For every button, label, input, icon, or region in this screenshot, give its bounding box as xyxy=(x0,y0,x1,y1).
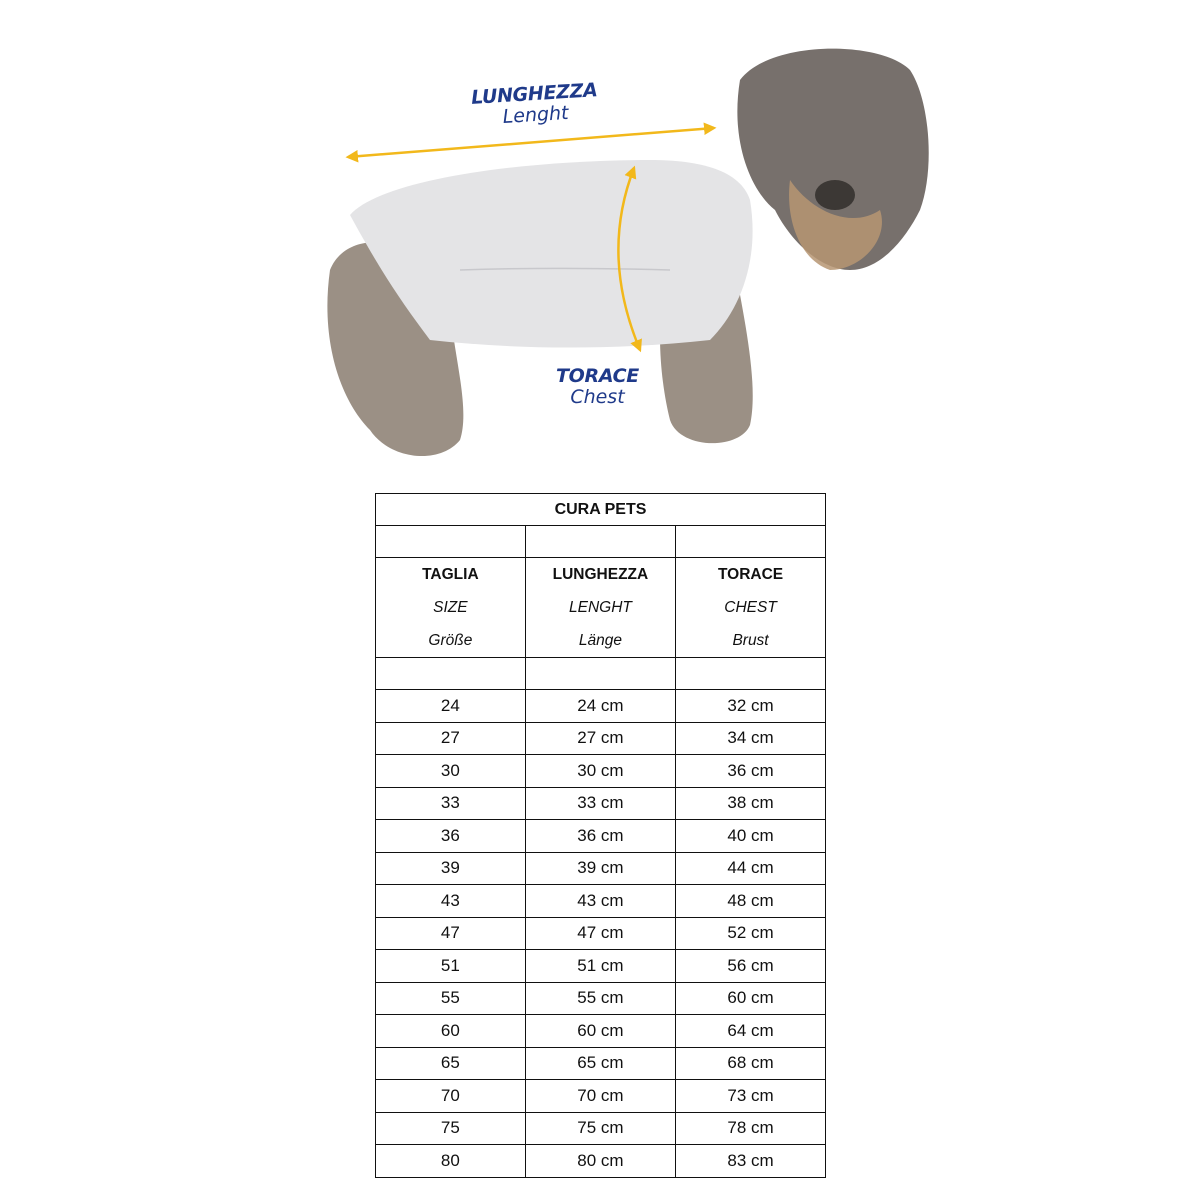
table-row xyxy=(376,885,826,918)
chest-cell: 38 cm xyxy=(676,787,826,820)
chest-cell: 40 cm xyxy=(676,820,826,853)
header-it: TAGLIA xyxy=(422,566,479,583)
chest-cell: 48 cm xyxy=(676,885,826,918)
length-label xyxy=(464,80,606,130)
header-en: LENGHT xyxy=(568,599,632,616)
table-row xyxy=(376,917,826,950)
length-cell: 39 cm xyxy=(525,852,675,885)
length-label-primary: LUNGHEZZA xyxy=(470,79,599,109)
length-label-secondary: Lenght xyxy=(502,101,570,128)
chest-label xyxy=(540,366,655,408)
header-de: Länge xyxy=(578,632,622,649)
empty-row xyxy=(376,658,826,690)
chest-cell: 78 cm xyxy=(676,1112,826,1145)
empty-cell xyxy=(676,658,826,690)
length-cell: 65 cm xyxy=(525,1047,675,1080)
table-row xyxy=(376,820,826,853)
size-cell: 55 xyxy=(376,982,526,1015)
table-row xyxy=(376,982,826,1015)
header-de: Größe xyxy=(428,632,473,649)
table-row xyxy=(376,787,826,820)
length-cell: 51 cm xyxy=(525,950,675,983)
table-row xyxy=(376,1112,826,1145)
table-row xyxy=(376,722,826,755)
header-de: Brust xyxy=(732,632,769,649)
empty-cell xyxy=(376,526,526,558)
length-cell: 24 cm xyxy=(525,690,675,723)
empty-cell xyxy=(376,658,526,690)
chest-cell: 60 cm xyxy=(676,982,826,1015)
length-cell: 33 cm xyxy=(525,787,675,820)
header-it: TORACE xyxy=(717,566,784,583)
size-cell: 70 xyxy=(376,1080,526,1113)
chest-cell: 73 cm xyxy=(676,1080,826,1113)
header-en: CHEST xyxy=(724,599,777,616)
header-en: SIZE xyxy=(433,599,468,616)
empty-cell xyxy=(676,526,826,558)
size-cell: 36 xyxy=(376,820,526,853)
length-cell: 55 cm xyxy=(525,982,675,1015)
length-cell: 27 cm xyxy=(525,722,675,755)
chest-label-primary: TORACE xyxy=(556,365,639,387)
size-cell: 30 xyxy=(376,755,526,788)
title-row xyxy=(376,494,826,526)
size-cell: 75 xyxy=(376,1112,526,1145)
size-cell: 51 xyxy=(376,950,526,983)
size-cell: 80 xyxy=(376,1145,526,1178)
length-cell: 75 cm xyxy=(525,1112,675,1145)
chest-cell: 34 cm xyxy=(676,722,826,755)
chest-cell: 32 cm xyxy=(676,690,826,723)
size-cell: 39 xyxy=(376,852,526,885)
length-cell: 70 cm xyxy=(525,1080,675,1113)
header-length xyxy=(525,558,675,658)
table-row xyxy=(376,1145,826,1178)
chest-cell: 68 cm xyxy=(676,1047,826,1080)
table-row xyxy=(376,690,826,723)
header-size xyxy=(376,558,526,658)
header-chest xyxy=(676,558,826,658)
size-cell: 27 xyxy=(376,722,526,755)
chest-cell: 56 cm xyxy=(676,950,826,983)
length-cell: 43 cm xyxy=(525,885,675,918)
size-cell: 47 xyxy=(376,917,526,950)
chest-label-secondary: Chest xyxy=(570,385,625,408)
table-row xyxy=(376,1015,826,1048)
size-cell: 24 xyxy=(376,690,526,723)
table-row xyxy=(376,950,826,983)
size-cell: 43 xyxy=(376,885,526,918)
empty-cell xyxy=(525,526,675,558)
chest-cell: 83 cm xyxy=(676,1145,826,1178)
chest-cell: 44 cm xyxy=(676,852,826,885)
size-cell: 60 xyxy=(376,1015,526,1048)
table-row xyxy=(376,852,826,885)
chest-cell: 64 cm xyxy=(676,1015,826,1048)
size-cell: 33 xyxy=(376,787,526,820)
header-it: LUNGHEZZA xyxy=(552,566,649,583)
chest-cell: 52 cm xyxy=(676,917,826,950)
table-row xyxy=(376,755,826,788)
length-cell: 36 cm xyxy=(525,820,675,853)
table-title: CURA PETS xyxy=(376,494,826,526)
empty-cell xyxy=(525,658,675,690)
length-cell: 80 cm xyxy=(525,1145,675,1178)
chest-cell: 36 cm xyxy=(676,755,826,788)
empty-row xyxy=(376,526,826,558)
header-row xyxy=(376,558,826,658)
length-cell: 47 cm xyxy=(525,917,675,950)
table-row xyxy=(376,1047,826,1080)
length-cell: 60 cm xyxy=(525,1015,675,1048)
size-chart-table xyxy=(375,493,826,1178)
size-cell: 65 xyxy=(376,1047,526,1080)
table-row xyxy=(376,1080,826,1113)
length-cell: 30 cm xyxy=(525,755,675,788)
